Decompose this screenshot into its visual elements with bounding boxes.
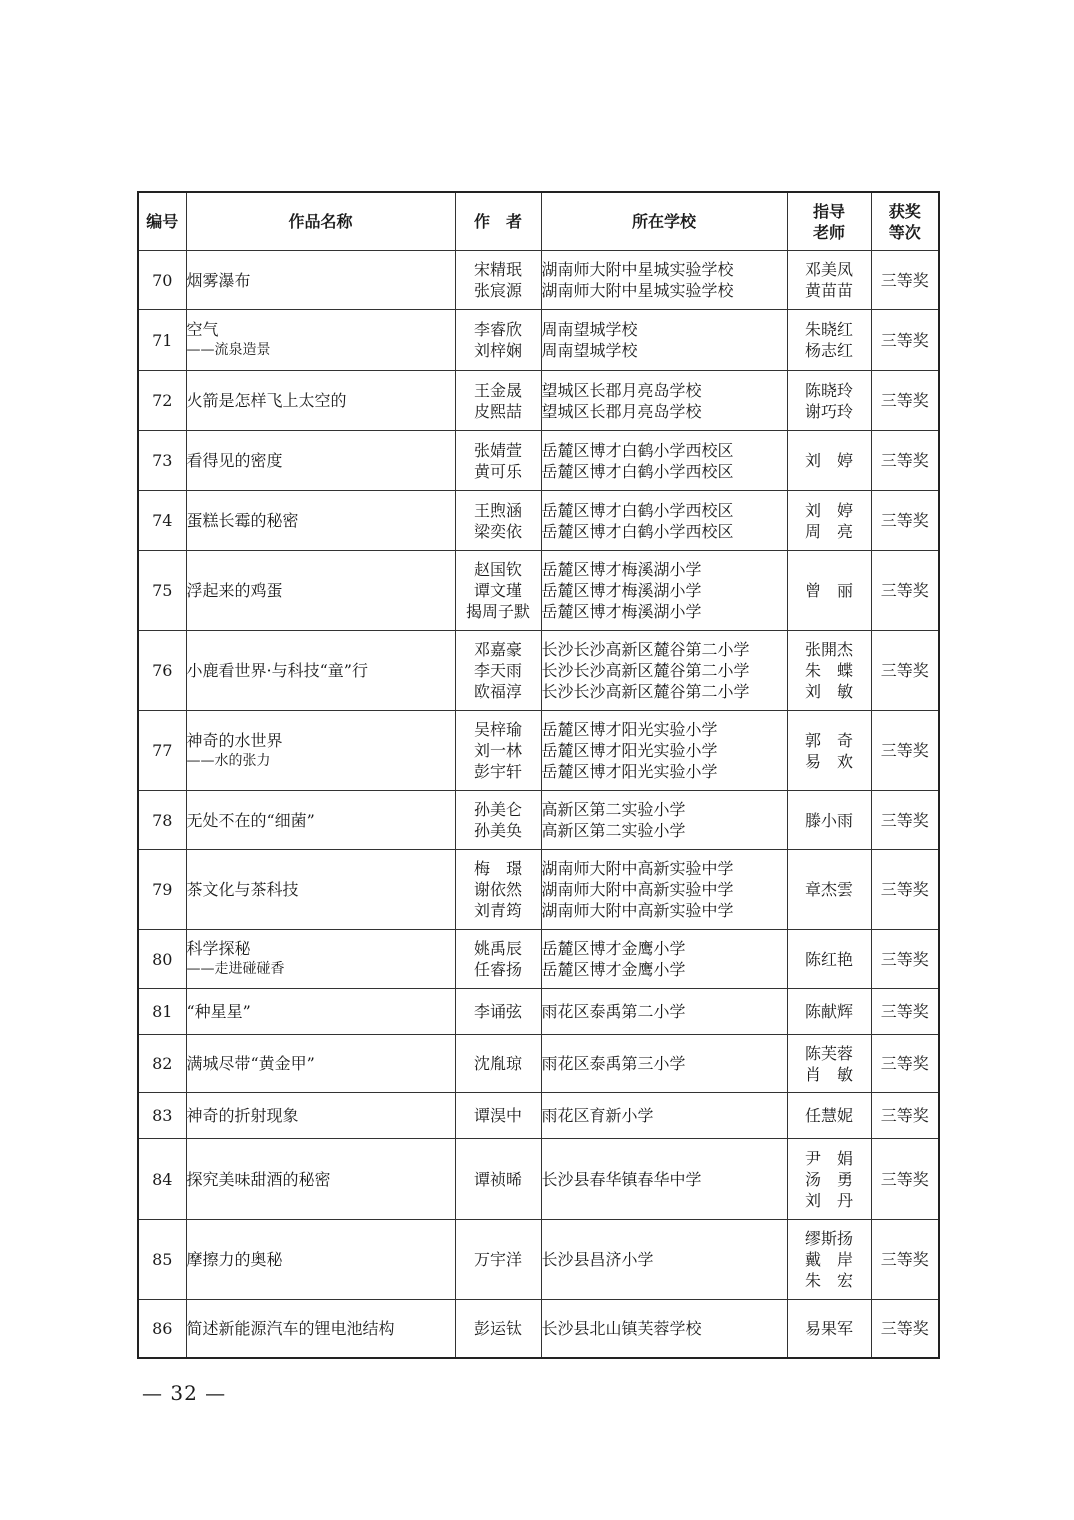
teacher-name: 任慧妮: [804, 1106, 853, 1125]
school-cell: [541, 371, 787, 431]
teacher-name: 刘 敏: [804, 682, 853, 701]
header-teacher: [787, 192, 871, 251]
authors-cell: [455, 711, 541, 791]
author-name: 吴梓瑜: [473, 720, 522, 739]
authors-cell: [455, 1093, 541, 1139]
school-cell: [541, 791, 787, 850]
teachers-cell: [787, 930, 871, 989]
authors-cell: [455, 371, 541, 431]
table-row: [138, 1139, 939, 1220]
school-name: 岳麓区博才白鹤小学西校区: [541, 461, 734, 481]
entry-number: 75: [138, 551, 186, 631]
authors-cell: [455, 251, 541, 310]
teacher-name: 陈红艳: [804, 949, 853, 969]
author-name: 姚禹辰: [473, 939, 522, 958]
school-name: 湖南师大附中星城实验学校: [541, 281, 734, 300]
award-level: 三等奖: [871, 551, 939, 631]
school-name: 岳麓区博才阳光实验小学: [541, 762, 718, 781]
entry-title-cell: [186, 551, 455, 631]
entry-subtitle: ——走进碰碰香: [186, 961, 285, 977]
header-award-line1: 获奖: [888, 201, 921, 221]
author-name: 张婧萱: [473, 440, 522, 460]
entry-title: 烟雾瀑布: [186, 270, 251, 290]
author-name: 张宸源: [473, 281, 522, 300]
entry-number: 74: [138, 491, 186, 551]
author-name: 彭运钛: [473, 1318, 522, 1338]
school-name: 岳麓区博才白鹤小学西校区: [541, 440, 734, 460]
header-school: 所在学校: [541, 192, 787, 251]
teacher-name: 易 欢: [804, 751, 853, 771]
awards-table: [137, 191, 940, 1359]
entry-title: 茶文化与茶科技: [186, 880, 299, 899]
entry-number: 70: [138, 251, 186, 310]
entry-title-cell: [186, 711, 455, 791]
entry-title-cell: [186, 371, 455, 431]
table-row: [138, 551, 939, 631]
teacher-name: 刘 丹: [804, 1190, 853, 1210]
school-name: 岳麓区博才白鹤小学西校区: [541, 500, 734, 520]
author-name: 沈胤琼: [473, 1054, 522, 1073]
author-name: 梅 璟: [473, 859, 522, 878]
table-row: [138, 1035, 939, 1093]
header-authors: 作 者: [455, 192, 541, 251]
school-name: 长沙长沙高新区麓谷第二小学: [541, 640, 750, 659]
teachers-cell: [787, 850, 871, 930]
award-level: 三等奖: [871, 1220, 939, 1300]
award-level: 三等奖: [871, 491, 939, 551]
school-name: 湖南师大附中高新实验中学: [541, 880, 734, 899]
teacher-name: 刘 婷: [804, 451, 853, 470]
entry-title-cell: [186, 850, 455, 930]
table-row: [138, 989, 939, 1035]
table-row: [138, 711, 939, 791]
award-level: 三等奖: [871, 791, 939, 850]
school-name: 湖南师大附中高新实验中学: [541, 859, 734, 878]
author-name: 皮熙喆: [473, 401, 522, 421]
school-name: 岳麓区博才梅溪湖小学: [541, 560, 702, 579]
award-level: 三等奖: [871, 631, 939, 711]
entry-number: 72: [138, 371, 186, 431]
teacher-name: 谢巧玲: [804, 401, 853, 421]
award-level: 三等奖: [871, 1035, 939, 1093]
school-name: 长沙县北山镇芙蓉学校: [541, 1318, 702, 1338]
table-row: [138, 631, 939, 711]
school-cell: [541, 1093, 787, 1139]
teachers-cell: [787, 1300, 871, 1358]
school-name: 雨花区泰禹第三小学: [541, 1054, 686, 1073]
author-name: 刘梓娴: [473, 341, 522, 360]
author-name: 梁奕依: [473, 521, 522, 541]
author-name: 李诵弦: [473, 1002, 522, 1021]
award-level: 三等奖: [871, 850, 939, 930]
entry-title-cell: [186, 989, 455, 1035]
teacher-name: 章杰雲: [804, 880, 853, 899]
school-name: 高新区第二实验小学: [541, 800, 686, 819]
entry-title-cell: [186, 1220, 455, 1300]
authors-cell: [455, 989, 541, 1035]
header-title: 作品名称: [186, 192, 455, 251]
table-row: [138, 431, 939, 491]
table-row: [138, 850, 939, 930]
author-name: 刘一林: [473, 741, 522, 760]
school-name: 长沙县昌济小学: [541, 1250, 654, 1269]
school-name: 岳麓区博才梅溪湖小学: [541, 581, 702, 600]
teachers-cell: [787, 1220, 871, 1300]
school-cell: [541, 1139, 787, 1220]
entry-title: 蛋糕长霉的秘密: [186, 511, 299, 530]
teacher-name: 陈芙蓉: [804, 1043, 853, 1063]
entry-number: 79: [138, 850, 186, 930]
award-level: 三等奖: [871, 711, 939, 791]
teacher-name: 张開杰: [804, 640, 853, 659]
award-level: 三等奖: [871, 989, 939, 1035]
table-row: [138, 1093, 939, 1139]
author-name: 李天雨: [473, 661, 522, 680]
header-teacher-line1: 指导: [812, 201, 845, 221]
teacher-name: 尹 娟: [804, 1148, 853, 1168]
entry-number: 73: [138, 431, 186, 491]
teachers-cell: [787, 310, 871, 371]
teachers-cell: [787, 631, 871, 711]
table-row: [138, 1300, 939, 1358]
entry-title: 神奇的折射现象: [186, 1106, 299, 1125]
entry-number: 76: [138, 631, 186, 711]
authors-cell: [455, 791, 541, 850]
entry-number: 86: [138, 1300, 186, 1358]
award-level: 三等奖: [871, 1139, 939, 1220]
entry-subtitle: ——水的张力: [186, 752, 271, 769]
author-name: 谭淏中: [473, 1106, 522, 1125]
school-name: 长沙长沙高新区麓谷第二小学: [541, 682, 750, 701]
author-name: 邓嘉豪: [473, 640, 522, 659]
award-level: 三等奖: [871, 251, 939, 310]
entry-title: 无处不在的“细菌”: [186, 810, 315, 830]
teachers-cell: [787, 1093, 871, 1139]
school-name: 岳麓区博才阳光实验小学: [541, 720, 718, 739]
table-row: [138, 930, 939, 989]
award-level: 三等奖: [871, 930, 939, 989]
table-header-row: [138, 192, 939, 251]
author-name: 揭周子默: [465, 602, 530, 621]
entry-title-cell: [186, 1093, 455, 1139]
table-row: [138, 791, 939, 850]
entry-title-cell: [186, 1139, 455, 1220]
teacher-name: 郭 奇: [804, 730, 853, 750]
table-row: [138, 1220, 939, 1300]
teacher-name: 易果军: [804, 1318, 853, 1338]
author-name: 欧福淳: [473, 682, 522, 701]
header-num: 编号: [138, 192, 186, 251]
entry-title: 火箭是怎样飞上太空的: [186, 391, 347, 410]
author-name: 谭祯晞: [473, 1169, 522, 1189]
teachers-cell: [787, 1035, 871, 1093]
award-level: 三等奖: [871, 310, 939, 371]
school-cell: [541, 491, 787, 551]
teacher-name: 曾 丽: [804, 581, 853, 600]
authors-cell: [455, 491, 541, 551]
teachers-cell: [787, 989, 871, 1035]
entry-title: 浮起来的鸡蛋: [186, 581, 283, 600]
school-cell: [541, 631, 787, 711]
teachers-cell: [787, 371, 871, 431]
author-name: 黄可乐: [473, 461, 522, 481]
entry-number: 78: [138, 791, 186, 850]
award-level: 三等奖: [871, 1093, 939, 1139]
teacher-name: 朱晓红: [804, 320, 853, 339]
school-cell: [541, 1220, 787, 1300]
school-name: 岳麓区博才白鹤小学西校区: [541, 521, 734, 541]
entry-title-cell: [186, 310, 455, 371]
author-name: 孙美仑: [473, 800, 522, 819]
school-name: 岳麓区博才金鹰小学: [541, 960, 686, 979]
teachers-cell: [787, 711, 871, 791]
entry-title: 摩擦力的奥秘: [186, 1250, 283, 1269]
author-name: 李睿欣: [473, 320, 522, 339]
teacher-name: 缪斯扬: [804, 1229, 853, 1248]
author-name: 谢依然: [473, 880, 522, 899]
author-name: 王煦涵: [473, 500, 522, 520]
teacher-name: 肖 敏: [804, 1064, 853, 1084]
table-row: [138, 310, 939, 371]
author-name: 孙美奂: [473, 821, 522, 840]
school-name: 湖南师大附中星城实验学校: [541, 260, 734, 279]
teachers-cell: [787, 551, 871, 631]
table-row: [138, 251, 939, 310]
entry-number: 81: [138, 989, 186, 1035]
teachers-cell: [787, 431, 871, 491]
authors-cell: [455, 431, 541, 491]
author-name: 王金晟: [473, 380, 522, 400]
teachers-cell: [787, 251, 871, 310]
entry-title: 小鹿看世界·与科技“童”行: [186, 661, 368, 680]
school-name: 雨花区育新小学: [541, 1106, 654, 1125]
entry-number: 82: [138, 1035, 186, 1093]
entry-title: 科学探秘: [186, 939, 251, 958]
teacher-name: 汤 勇: [804, 1169, 853, 1189]
table-body: [138, 251, 939, 1358]
entry-title-cell: [186, 791, 455, 850]
school-cell: [541, 711, 787, 791]
award-level: 三等奖: [871, 1300, 939, 1358]
entry-number: 84: [138, 1139, 186, 1220]
school-cell: [541, 930, 787, 989]
entry-title: 空气: [186, 320, 219, 339]
school-cell: [541, 251, 787, 310]
table-row: [138, 491, 939, 551]
school-cell: [541, 1300, 787, 1358]
teacher-name: 朱 蝶: [804, 661, 853, 680]
header-award-line2: 等次: [888, 222, 921, 242]
authors-cell: [455, 850, 541, 930]
author-name: 彭宇轩: [473, 762, 522, 781]
authors-cell: [455, 1300, 541, 1358]
entry-number: 83: [138, 1093, 186, 1139]
entry-title: “种星星”: [186, 1002, 251, 1021]
entry-number: 85: [138, 1220, 186, 1300]
authors-cell: [455, 930, 541, 989]
teacher-name: 陈晓玲: [804, 380, 853, 400]
school-name: 望城区长郡月亮岛学校: [541, 401, 702, 421]
authors-cell: [455, 1139, 541, 1220]
entry-title-cell: [186, 491, 455, 551]
teacher-name: 杨志红: [804, 341, 853, 360]
teacher-name: 朱 宏: [804, 1271, 853, 1290]
authors-cell: [455, 310, 541, 371]
entry-title-cell: [186, 1035, 455, 1093]
author-name: 刘青筠: [473, 901, 522, 920]
authors-cell: [455, 1035, 541, 1093]
award-level: 三等奖: [871, 371, 939, 431]
school-name: 岳麓区博才梅溪湖小学: [541, 602, 702, 621]
entry-title: 探究美味甜酒的秘密: [186, 1169, 331, 1189]
school-name: 长沙长沙高新区麓谷第二小学: [541, 661, 750, 680]
entry-title-cell: [186, 631, 455, 711]
school-name: 望城区长郡月亮岛学校: [541, 380, 702, 400]
entry-number: 71: [138, 310, 186, 371]
teacher-name: 周 亮: [804, 521, 853, 541]
entry-title-cell: [186, 930, 455, 989]
teacher-name: 刘 婷: [804, 500, 853, 520]
teacher-name: 陈献辉: [804, 1002, 853, 1021]
school-cell: [541, 850, 787, 930]
entry-title-cell: [186, 251, 455, 310]
entry-number: 77: [138, 711, 186, 791]
teacher-name: 黄苗苗: [804, 281, 853, 300]
teacher-name: 滕小雨: [804, 810, 853, 830]
school-cell: [541, 431, 787, 491]
author-name: 谭文瑾: [473, 581, 522, 600]
entry-number: 80: [138, 930, 186, 989]
school-cell: [541, 310, 787, 371]
school-cell: [541, 1035, 787, 1093]
entry-title: 看得见的密度: [186, 451, 283, 470]
school-name: 周南望城学校: [541, 341, 638, 360]
author-name: 任睿扬: [473, 960, 522, 979]
author-name: 万宇洋: [473, 1250, 522, 1269]
school-cell: [541, 551, 787, 631]
school-name: 岳麓区博才阳光实验小学: [541, 741, 718, 760]
entry-title-cell: [186, 431, 455, 491]
teachers-cell: [787, 1139, 871, 1220]
school-name: 雨花区泰禹第二小学: [541, 1002, 686, 1021]
author-name: 赵国钦: [473, 560, 522, 579]
table-row: [138, 371, 939, 431]
entry-title: 简述新能源汽车的锂电池结构: [186, 1318, 395, 1338]
authors-cell: [455, 551, 541, 631]
authors-cell: [455, 631, 541, 711]
school-name: 长沙县春华镇春华中学: [541, 1169, 702, 1189]
school-name: 高新区第二实验小学: [541, 821, 686, 840]
authors-cell: [455, 1220, 541, 1300]
entry-title-cell: [186, 1300, 455, 1358]
school-cell: [541, 989, 787, 1035]
author-name: 宋精珉: [473, 260, 522, 279]
school-name: 岳麓区博才金鹰小学: [541, 939, 686, 958]
teachers-cell: [787, 491, 871, 551]
teachers-cell: [787, 791, 871, 850]
award-level: 三等奖: [871, 431, 939, 491]
header-teacher-line2: 老师: [812, 222, 845, 242]
teacher-name: 戴 岸: [804, 1250, 853, 1269]
entry-title: 满城尽带“黄金甲”: [186, 1054, 315, 1073]
header-award: [871, 192, 939, 251]
page-number: — 32 —: [142, 1381, 227, 1405]
school-name: 湖南师大附中高新实验中学: [541, 901, 734, 920]
entry-subtitle: ——流泉造景: [186, 342, 271, 358]
school-name: 周南望城学校: [541, 320, 638, 339]
entry-title: 神奇的水世界: [186, 730, 283, 750]
teacher-name: 邓美凤: [804, 260, 853, 279]
